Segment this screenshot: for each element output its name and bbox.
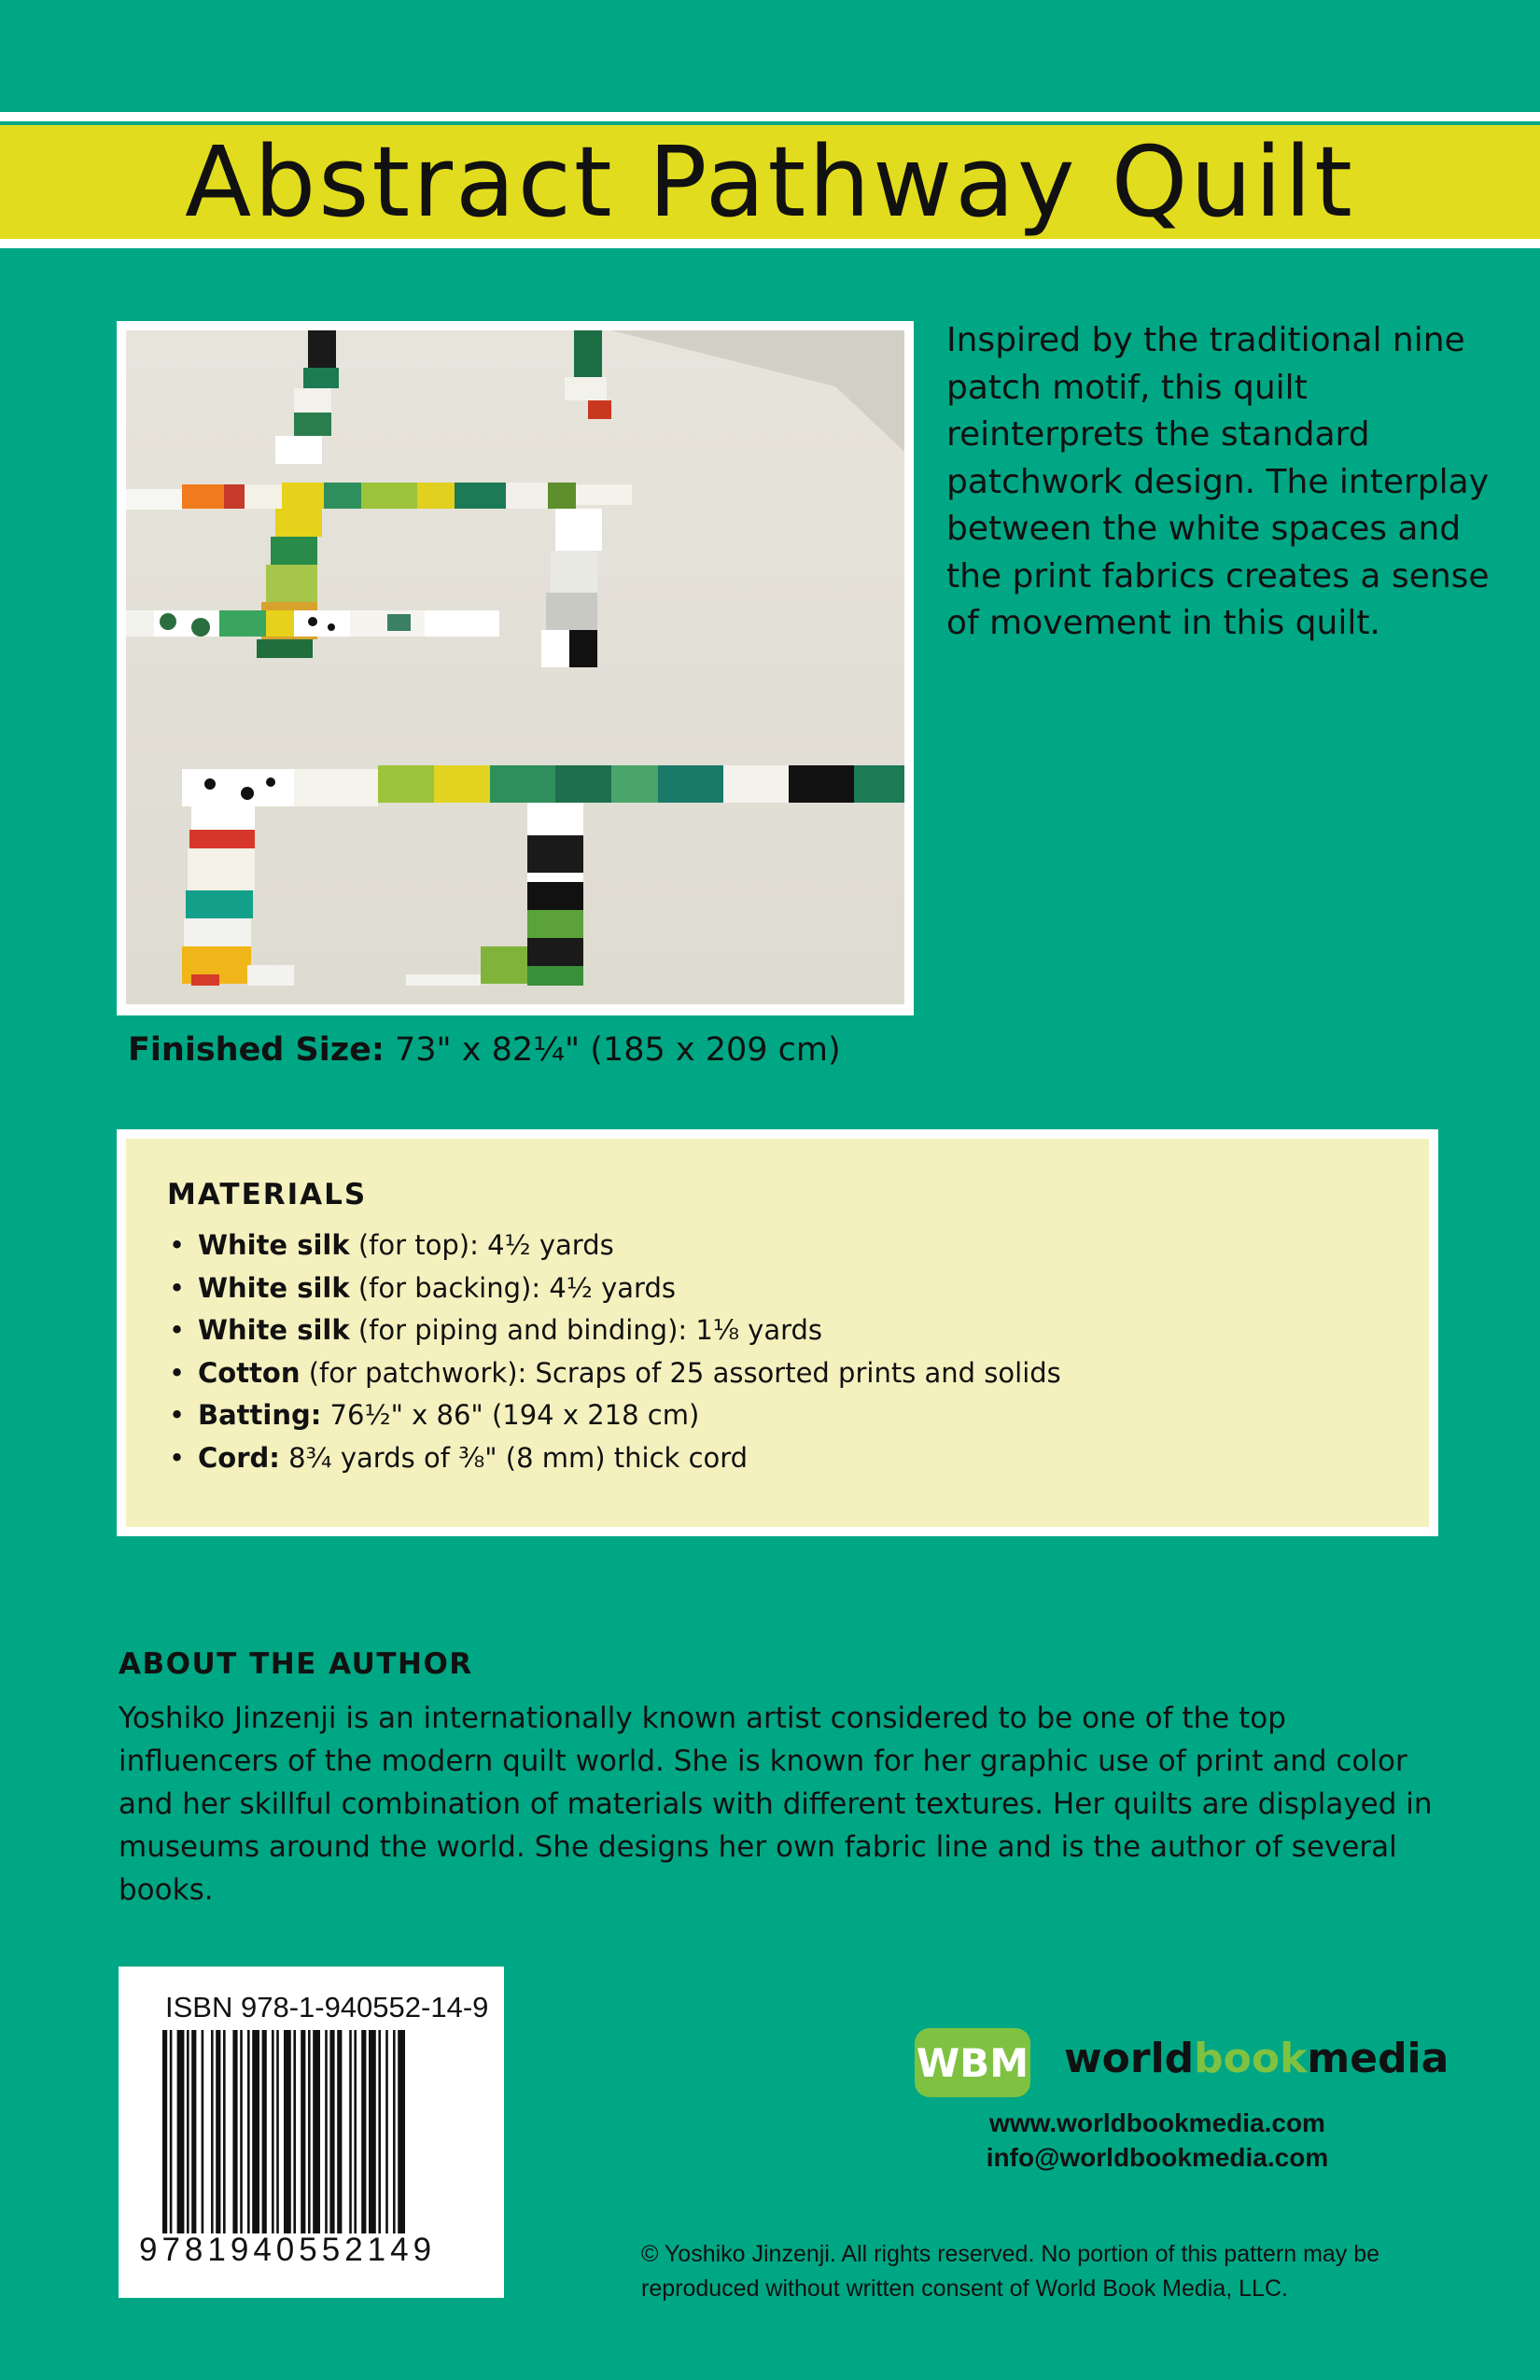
barcode-box [119,1967,504,2298]
isbn-text: ISBN 978-1-940552-14-9 [165,1991,489,2023]
material-item [167,1309,1061,1352]
barcode-bars [162,2030,478,2233]
publisher-email[interactable]: info@worldbookmedia.com [986,2143,1329,2172]
barcode-digits: 9781940552149 [139,2232,437,2268]
barcode-bar [284,2030,291,2233]
barcode-bar [301,2030,305,2233]
material-item [167,1437,1061,1480]
barcode-bar [313,2030,320,2233]
quilt-strip-bottom-right [406,803,583,986]
barcode-bar [354,2030,357,2233]
quilt-strip-bottom-left [182,806,294,986]
wbm-logo [915,2028,1030,2097]
material-detail: (for backing): 4½ yards [349,1271,676,1304]
title-bottom-rule [0,239,1540,248]
barcode-bar [361,2030,366,2233]
about-title: ABOUT THE AUTHOR [119,1647,473,1681]
barcode-bar [202,2030,204,2233]
finished-size-label: Finished Size: [128,1031,385,1069]
barcode-bar [170,2030,173,2233]
barcode-bar [276,2030,279,2233]
quilt-strip-top [126,483,632,510]
page-title: Abstract Pathway Quilt [185,125,1355,239]
barcode-bar [187,2030,189,2233]
barcode-bar [232,2030,237,2233]
material-detail: 76½" x 86" (194 x 218 cm) [321,1399,700,1431]
quilt-photo-frame [117,321,914,1015]
barcode-bar [272,2030,274,2233]
title-top-rule [0,112,1540,121]
copyright-text: © Yoshiko Jinzenji. All rights reserved. No portion of this pattern may be reproduced without written consent of World Book Media, LLC. [641,2241,1380,2302]
barcode-bar [177,2030,185,2233]
materials-panel [126,1139,1429,1527]
barcode-bar [349,2030,352,2233]
material-detail: (for patchwork): Scraps of 25 assorted prints and solids [300,1356,1061,1389]
material-detail: (for piping and binding): 1⅛ yards [349,1314,823,1346]
barcode-bar [329,2030,334,2233]
material-name: Batting: [198,1399,322,1431]
material-detail: (for top): 4½ yards [349,1229,614,1261]
material-name: White silk [198,1314,350,1346]
material-name: Cotton [198,1356,301,1389]
barcode-bar [247,2030,250,2233]
quilt-illustration [126,330,904,1004]
barcode-bar [398,2030,405,2233]
material-name: Cord: [198,1441,280,1474]
material-item [167,1267,1061,1310]
publisher-name-world: world [1064,2035,1195,2082]
about-text: Yoshiko Jinzenji is an internationally known artist considered to be one of the top influencers of the modern quilt world. She is known for her graphic use of print and color and her skillful combination of materials with different textures. Her quilts are displayed in museums around the world. She designs her own fabric line and is the author of several books. [119,1701,1433,1907]
material-name: White silk [198,1271,350,1304]
barcode-bar [211,2030,214,2233]
title-band [0,125,1540,239]
barcode-bar [252,2030,259,2233]
barcode-bar [369,2030,376,2233]
barcode-bar [378,2030,381,2233]
publisher-name-book: book [1194,2035,1308,2082]
barcode-bar [223,2030,226,2233]
barcode-bar [191,2030,196,2233]
barcode-bar [162,2030,167,2233]
finished-size-value: 73" x 82¼" (185 x 209 cm) [395,1031,841,1069]
material-item [167,1225,1061,1267]
publisher-name-media: media [1307,2035,1449,2082]
materials-title: MATERIALS [167,1178,368,1211]
intro-text: Inspired by the traditional nine patch motif, this quilt reinterprets the standard patchwork design. The interplay between the white spaces and the print fabrics creates a sense of movement in this quilt. [946,321,1490,642]
barcode-bar [293,2030,296,2233]
material-detail: 8¾ yards of ⅜" (8 mm) thick cord [279,1441,749,1474]
material-item [167,1352,1061,1395]
quilt-photo [126,330,904,1004]
barcode-bar [262,2030,267,2233]
publisher-website[interactable]: www.worldbookmedia.com [989,2108,1325,2137]
material-item [167,1394,1061,1437]
materials-list [167,1225,1061,1479]
publisher-name [1064,2035,1449,2082]
finished-size [128,1031,841,1069]
barcode-bar [393,2030,396,2233]
material-name: White silk [198,1229,350,1261]
barcode-bar [216,2030,220,2233]
barcode-bar [308,2030,311,2233]
wbm-logo-text: WBM [916,2040,1029,2086]
quilt-strip-middle [126,610,499,637]
barcode-bar [385,2030,388,2233]
quilt-strip-bottom [182,765,904,806]
barcode-bar [240,2030,243,2233]
barcode-bar [325,2030,328,2233]
barcode-bar [337,2030,342,2233]
materials-box [117,1129,1438,1536]
